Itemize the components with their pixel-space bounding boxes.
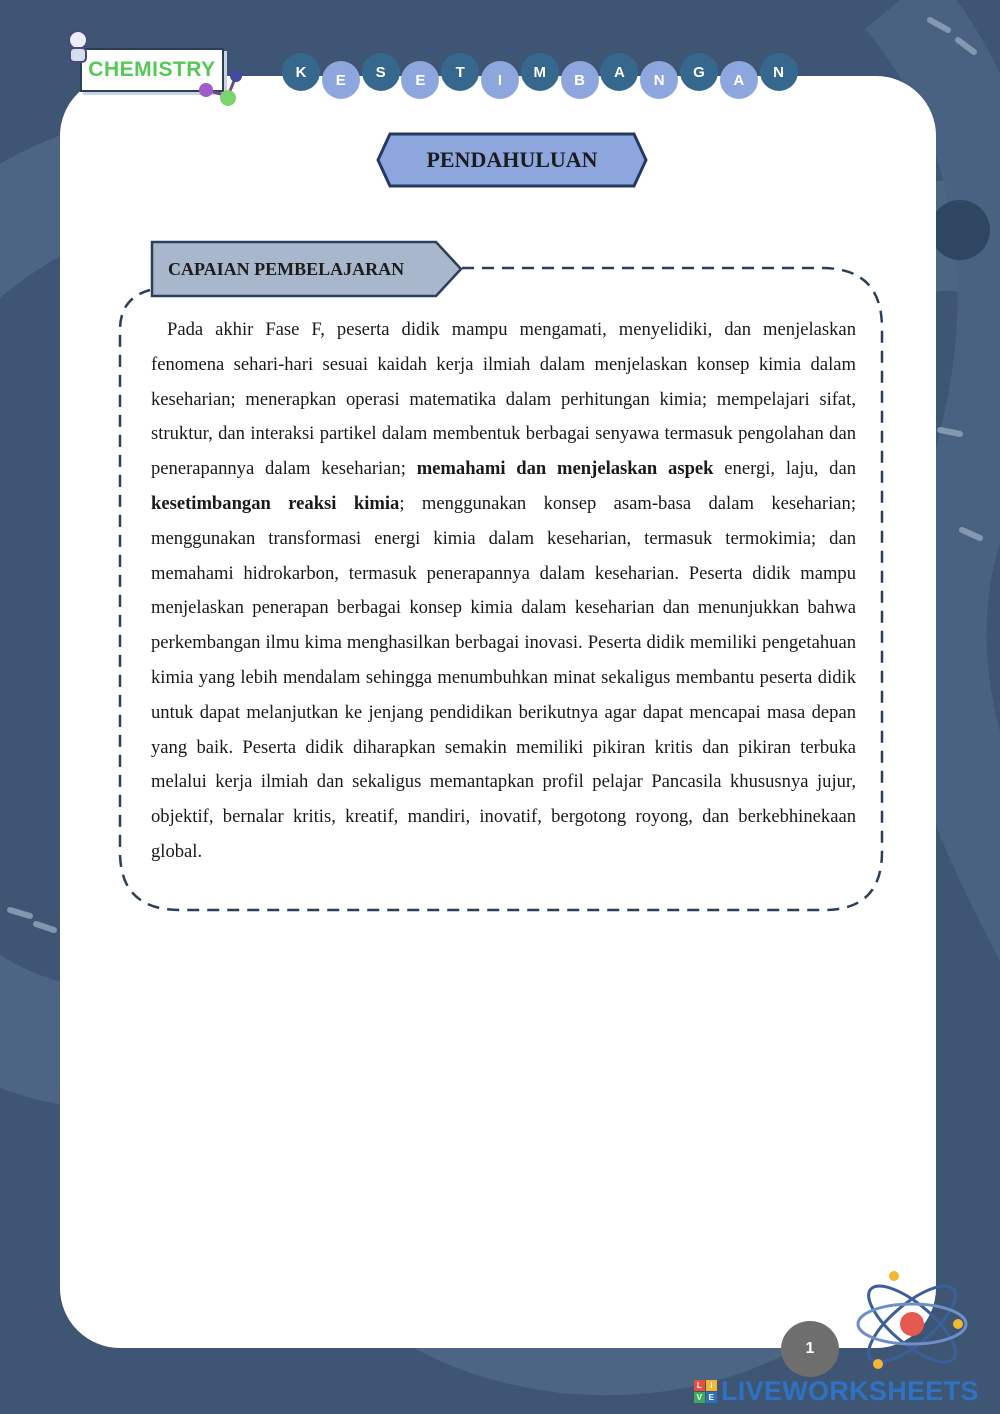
header-letter: N [640,61,678,99]
header-letter: N [760,53,798,91]
header-letter: K [282,53,320,91]
capaian-paragraph [151,313,856,870]
header-letter: I [481,61,519,99]
header-letter: E [322,61,360,99]
liveworksheets-watermark [694,1376,979,1406]
header-letter: S [362,53,400,91]
header-letter: B [561,61,599,99]
capaian-text-1: Pada akhir Fase F, peserta didik mampu mengamati, menyelidiki, dan menjelaskan fenomena sehari-hari sesuai kaidah kerja ilmiah dalam menjelaskan konsep kimia dalam keseharian; menerapkan operasi matematika dalam perhitungan kimia; mempelajari sifat, struktur, dan interaksi partikel dalam membentuk berbagai senyawa termasuk pengolahan dan penerapannya dalam keseharian; [151,319,856,480]
header-letter: A [600,53,638,91]
capaian-bold-2: kesetimbangan reaksi kimia [151,492,400,514]
capaian-bold-1: memahami dan menjelaskan aspek [416,458,714,480]
header-letter: E [401,61,439,99]
header-letter: T [441,53,479,91]
liveworksheets-logo-mark: L I V E [694,1380,717,1403]
capaian-label-tag [150,240,464,298]
logo-text: CHEMISTRY [88,58,216,81]
atom-icon [848,1262,972,1386]
watermark-text: LIVEWORKSHEETS [721,1375,979,1406]
header-letter: A [720,61,758,99]
header-letter: G [680,53,718,91]
capaian-text-2: energi, laju, dan [713,458,857,480]
capaian-label: CAPAIAN PEMBELAJARAN [168,258,405,279]
header-letter: M [521,53,559,91]
capaian-text-3: ; menggunakan konsep asam-basa dalam keseharian; menggunakan transformasi energi kimia dalam keseharian, termasuk termokimia; dan memahami hidrokarbon, termasuk penerapannya dalam keseharian. Peserta didik mampu menjelaskan penerapan berbagai konsep kimia dalam keseharian dan menunjukkan bahwa perkembangan ilmu kima menghasilkan berbagai inovasi. Peserta didik memiliki pengetahuan kimia yang lebih mendalam sehingga menumbuhkan minat sekaligus membantu peserta didik untuk dapat melanjutkan ke jenjang pendidikan berikutnya agar dapat mencapai masa depan yang baik. Peserta didik diharapkan semakin memiliki pikiran kritis dan pikiran terbuka melalui kerja ilmiah dan sekaligus memantapkan profil pelajar Pancasila khususnya jujur, objektif, bernalar kritis, kreatif, mandiri, inovatif, bergotong royong, dan berkebhinekaan global. [151,492,856,862]
page-number: 1 [781,1321,839,1377]
section-title: PENDAHULUAN [426,147,598,172]
